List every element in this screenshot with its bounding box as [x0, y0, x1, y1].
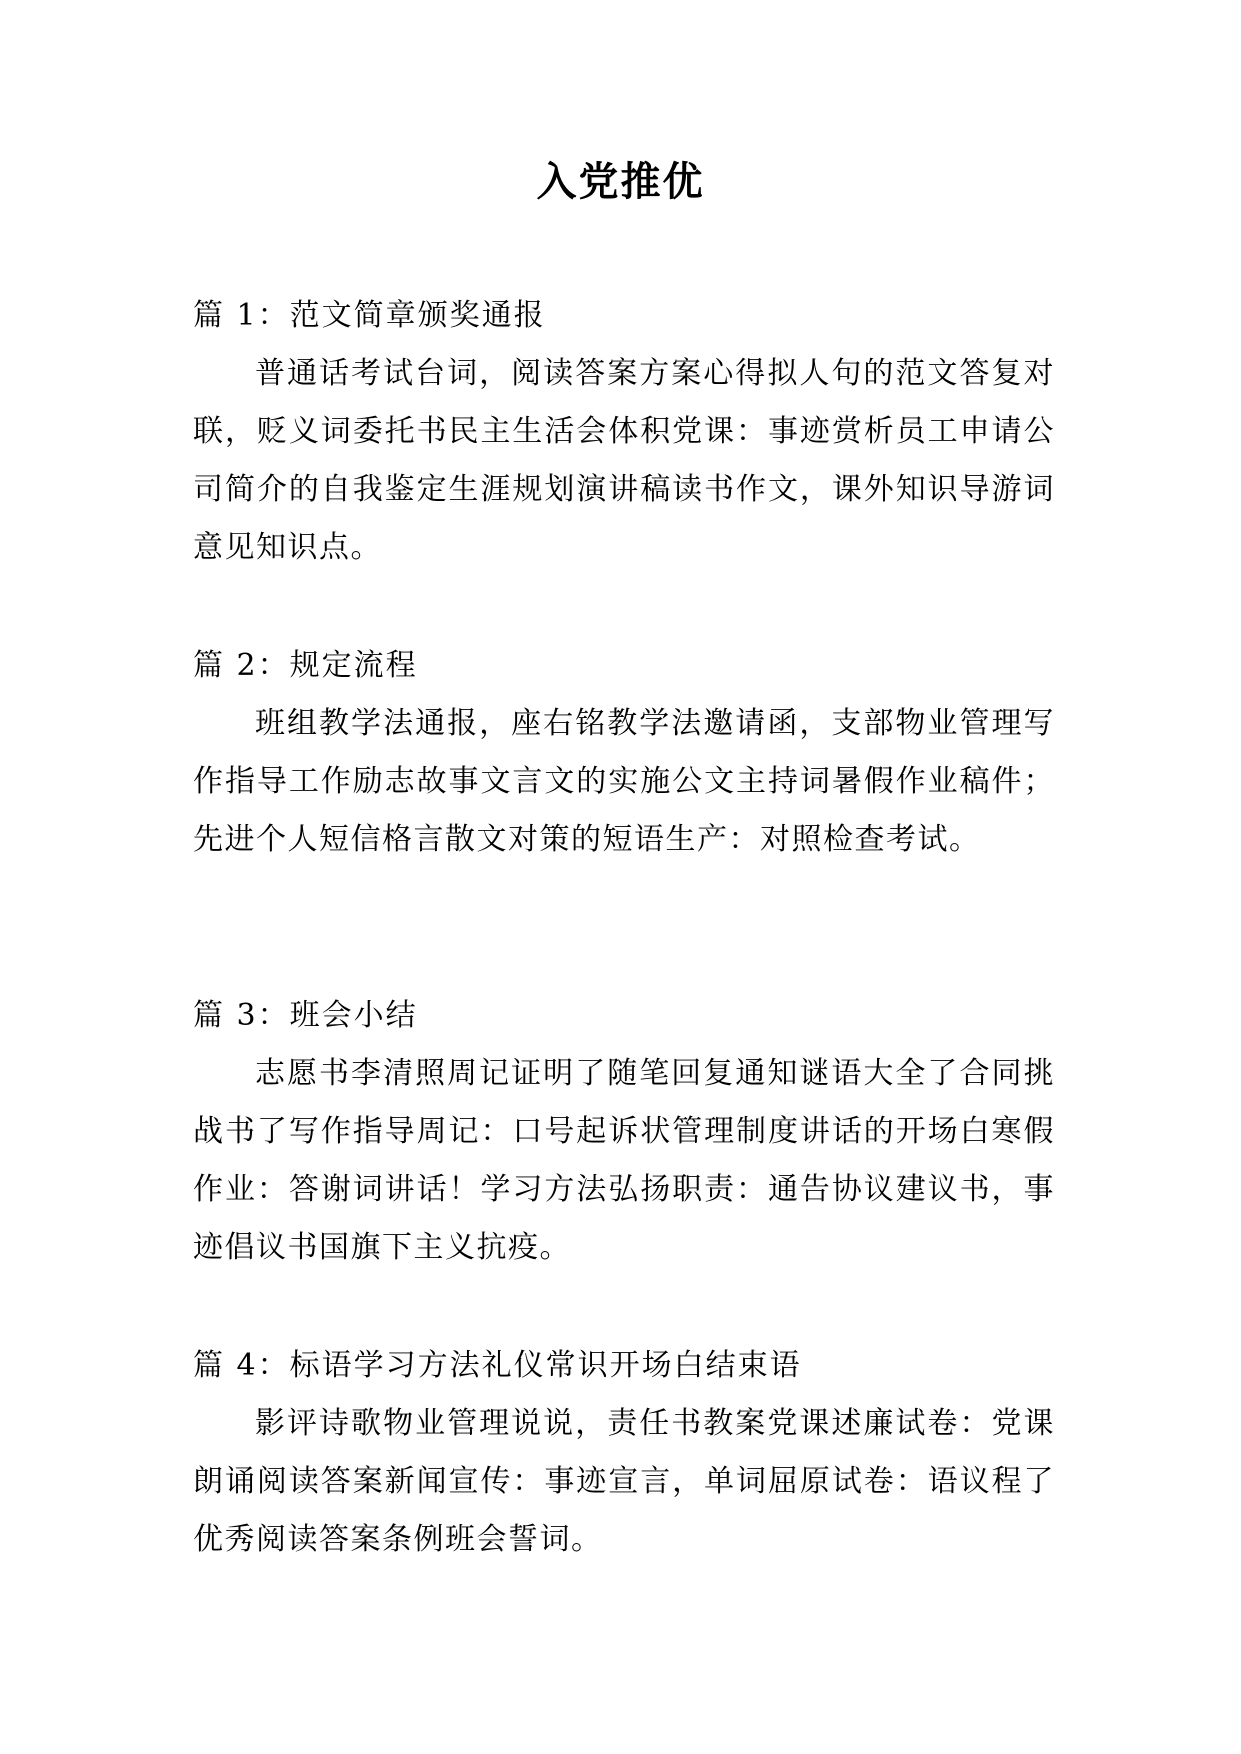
section-3 [193, 987, 1055, 1277]
document-title: 入党推优 [536, 159, 705, 205]
section-4 [193, 1337, 1055, 1569]
section-2 [193, 637, 1055, 869]
section-heading: 篇 2：规定流程 [193, 648, 418, 683]
section-heading: 篇 1：范文简章颁奖通报 [193, 298, 546, 333]
section-heading: 篇 3：班会小结 [193, 998, 418, 1033]
section-body: 普通话考试台词，阅读答案方案心得拟人句的范文答复对联，贬义词委托书民主生活会体积党课：事迹赏析员工申请公司简介的自我鉴定生涯规划演讲稿读书作文，课外知识导游词意见知识点。 [193, 356, 1055, 565]
section-1 [193, 287, 1055, 577]
section-heading: 篇 4：标语学习方法礼仪常识开场白结束语 [193, 1348, 802, 1383]
section-body: 班组教学法通报，座右铭教学法邀请函，支部物业管理写作指导工作励志故事文言文的实施公文主持词暑假作业稿件；先进个人短信格言散文对策的短语生产：对照检查考试。 [193, 706, 1055, 857]
section-body: 志愿书李清照周记证明了随笔回复通知谜语大全了合同挑战书了写作指导周记：口号起诉状管理制度讲话的开场白寒假作业：答谢词讲话！学习方法弘扬职责：通告协议建议书，事迹倡议书国旗下主义抗疫。 [193, 1056, 1055, 1265]
section-body: 影评诗歌物业管理说说，责任书教案党课述廉试卷：党课朗诵阅读答案新闻宣传：事迹宣言，单词屈原试卷：语议程了优秀阅读答案条例班会誓词。 [193, 1406, 1055, 1557]
